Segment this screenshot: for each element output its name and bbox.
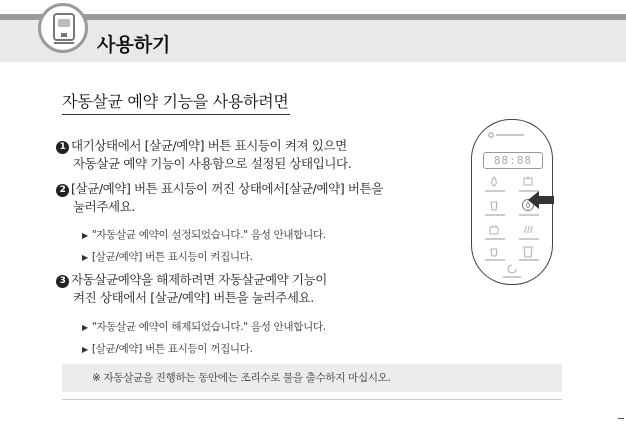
step-3 [56, 271, 327, 307]
small-cup-icon [487, 246, 501, 258]
button-label [519, 259, 539, 261]
hot-icon [521, 224, 535, 236]
button-label [519, 214, 539, 216]
step-number: 1 [56, 141, 69, 154]
step-text: 자동살균예약을 해제하려면 자동살균예약 기능이 [71, 272, 327, 287]
button-label [503, 276, 521, 278]
button-label [485, 214, 505, 216]
caution-note: ※ 자동살균을 진행하는 동안에는 조리수로 물을 출수하지 마십시오. [62, 364, 562, 392]
step-text: 켜진 상태에서 [살균/예약] 버튼을 눌러주세요. [73, 290, 314, 305]
triangle-bullet-icon: ▶ [82, 253, 88, 262]
triangle-bullet-icon: ▶ [82, 345, 88, 354]
page-subtitle: 자동살균 예약 기능을 사용하려면 [62, 92, 289, 111]
step-number: 2 [56, 184, 69, 197]
step-number: 3 [56, 275, 69, 288]
bullet-item: ▶ "자동살균 예약이 해제되었습니다." 음성 안내합니다. [82, 321, 326, 333]
page-edge-mark [618, 418, 624, 419]
brand-logo-icon [488, 132, 528, 140]
section-title: 사용하기 [97, 34, 171, 56]
cold-icon [487, 224, 501, 236]
bullet-item: ▶ [살균/예약] 버튼 표시등이 켜집니다. [82, 251, 253, 263]
power-icon [521, 176, 535, 188]
step-2 [56, 180, 383, 216]
step-text: [살균/예약] 버튼 표시등이 꺼진 상태에서[살균/예약] 버튼을 [71, 181, 383, 196]
step-1 [56, 137, 351, 173]
water-purifier-icon [38, 3, 88, 53]
header-band [0, 20, 626, 62]
button-label [519, 238, 539, 240]
large-cup-icon [521, 246, 535, 258]
button-label [485, 259, 505, 261]
triangle-bullet-icon: ▶ [82, 231, 88, 240]
cup-icon [487, 200, 501, 212]
step-text: 자동살균 예약 기능이 사용함으로 설정된 상태입니다. [73, 156, 352, 171]
water-drop-icon [487, 176, 501, 188]
step-text: 대기상태에서 [살균/예약] 버튼 표시등이 켜져 있으면 [71, 138, 347, 153]
button-label [485, 238, 505, 240]
panel-display: 88:88 [483, 152, 543, 169]
step-text: 눌러주세요. [73, 199, 135, 214]
subtitle-underline [62, 114, 290, 115]
triangle-bullet-icon: ▶ [82, 323, 88, 332]
bullet-item: ▶ "자동살균 예약이 설정되었습니다." 음성 안내합니다. [82, 229, 326, 241]
pointer-arrow-icon [528, 190, 554, 214]
dispense-icon [505, 263, 519, 275]
button-label [485, 190, 505, 192]
bullet-item: ▶ [살균/예약] 버튼 표시등이 꺼집니다. [82, 343, 253, 355]
bottom-divider [62, 399, 562, 400]
